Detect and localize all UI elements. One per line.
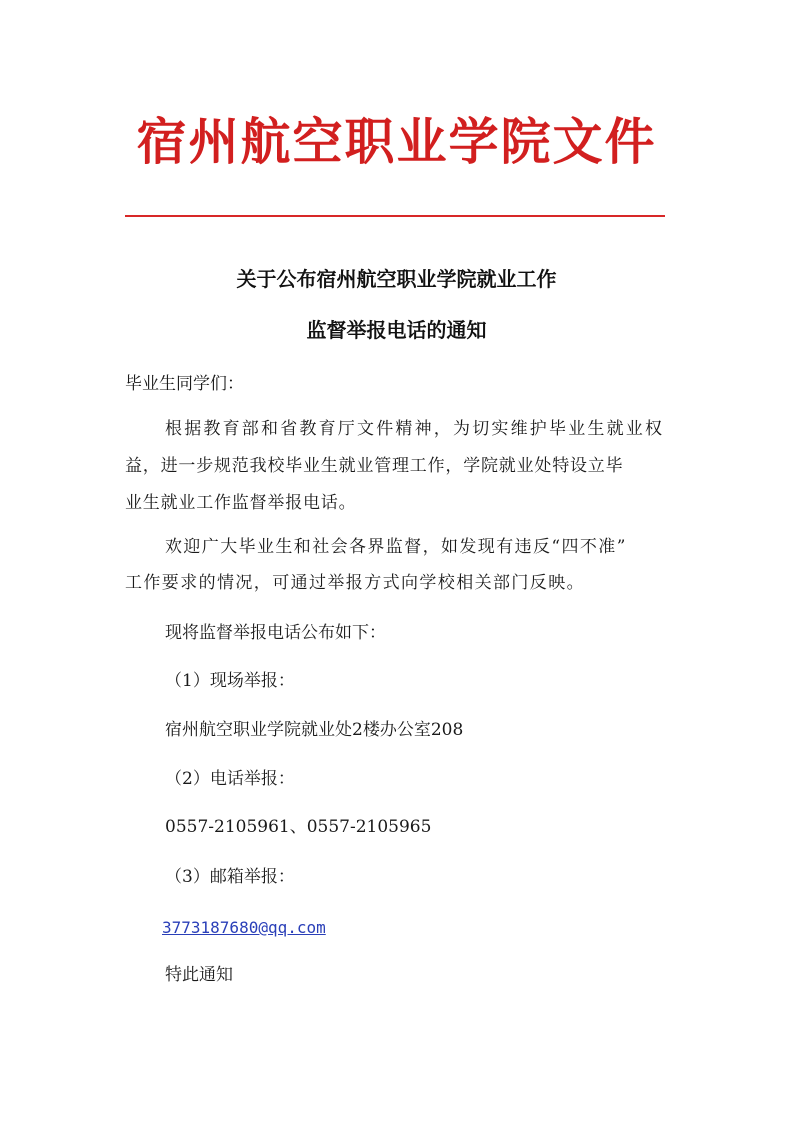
document-header-title: 宿州航空职业学院文件 — [136, 112, 657, 171]
item-1-value: 宿州航空职业学院就业处2楼办公室208 — [165, 720, 464, 740]
paragraph-2-line-2: 工作要求的情况，可通过举报方式向学校相关部门反映。 — [125, 573, 585, 593]
paragraph-1-line-2: 益，进一步规范我校毕业生就业管理工作，学院就业处特设立毕 — [125, 456, 624, 476]
closing-text: 特此通知 — [165, 965, 233, 985]
item-3-label: （3）邮箱举报： — [165, 867, 295, 887]
report-intro: 现将监督举报电话公布如下： — [165, 623, 386, 643]
notice-title-line-2: 监督举报电话的通知 — [306, 318, 487, 342]
notice-title-line-1: 关于公布宿州航空职业学院就业工作 — [236, 267, 557, 291]
item-2-value: 0557-2105961、0557-2105965 — [165, 817, 432, 837]
header-red-rule — [125, 215, 665, 217]
paragraph-1-line-1: 根据教育部和省教育厅文件精神，为切实维护毕业生就业权 — [165, 419, 665, 439]
salutation: 毕业生同学们： — [125, 374, 244, 394]
paragraph-1-line-3: 业生就业工作监督举报电话。 — [125, 493, 357, 513]
report-email-link[interactable]: 3773187680@qq.com — [162, 918, 326, 937]
item-1-label: （1）现场举报： — [165, 671, 295, 691]
paragraph-2-line-1: 欢迎广大毕业生和社会各界监督，如发现有违反“四不准” — [165, 537, 627, 557]
item-2-label: （2）电话举报： — [165, 769, 295, 789]
